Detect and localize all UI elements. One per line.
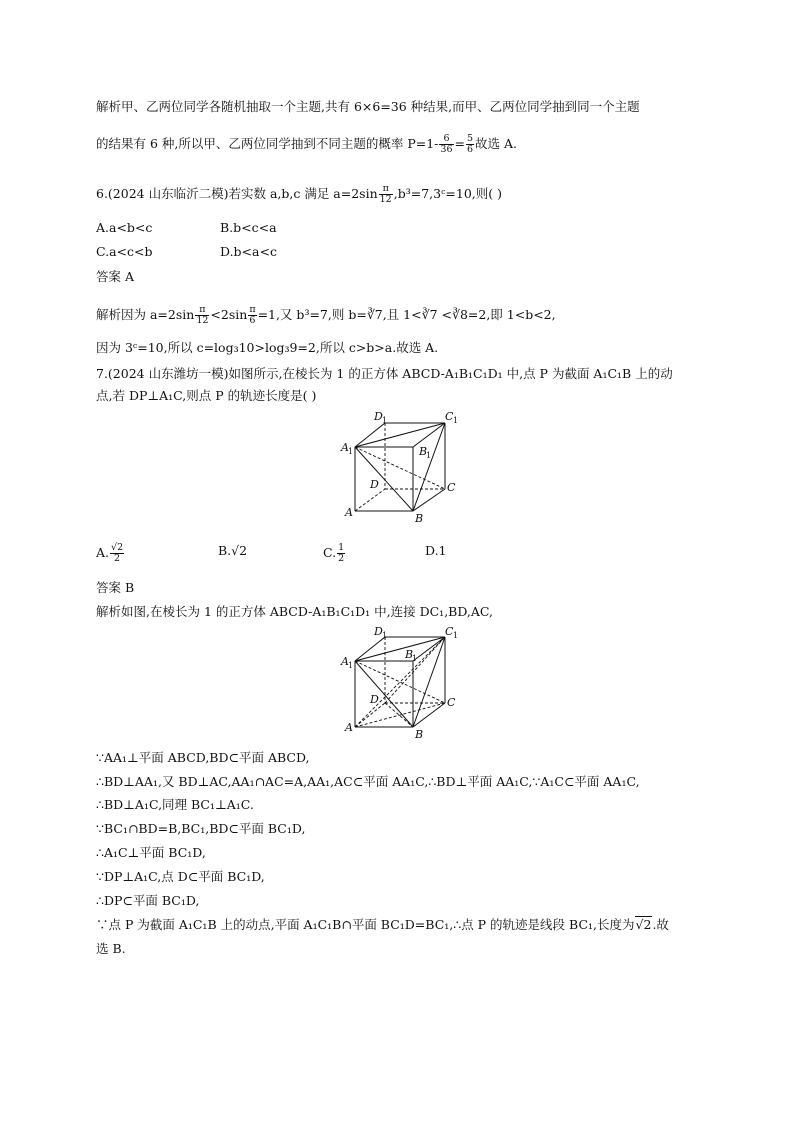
answer-6: 答案 A: [96, 269, 135, 284]
label-C: C: [447, 481, 456, 494]
svg-text:1: 1: [412, 654, 418, 663]
label2-A1: A: [341, 655, 349, 668]
label-A: A: [345, 506, 353, 519]
cube-figure-1: [335, 405, 465, 525]
option-7d: D.1: [425, 543, 447, 558]
step-3: ∴BD⊥A₁C,同理 BC₁⊥A₁C.: [96, 797, 254, 812]
step-2: ∴BD⊥AA₁,又 BD⊥AC,AA₁∩AC=A,AA₁,AC⊂平面 AA₁C,∴BD⊥平面 AA₁C,∵A₁C⊂平面 AA₁C,: [96, 774, 640, 789]
cube-figure-2: [335, 623, 465, 743]
svg-text:1: 1: [348, 447, 354, 456]
answer-7: 答案 B: [96, 580, 135, 595]
option-6a: A.a<b<c: [96, 220, 153, 235]
svg-text:1: 1: [348, 661, 354, 670]
svg-text:1: 1: [453, 416, 459, 425]
label-C1: C: [445, 410, 454, 423]
line-explanation-5b: 的结果有 6 种,所以甲、乙两位同学抽到不同主题的概率 P=1- $\frac{6}{36}$ = $\frac{5}{6}$ 故选 A.: [96, 133, 518, 155]
label2-B: B: [415, 728, 424, 741]
label-B1: B: [419, 445, 428, 458]
label-D: D: [370, 478, 379, 491]
explanation-7a: 解析如图,在棱长为 1 的正方体 ABCD-A₁B₁C₁D₁ 中,连接 DC₁,BD,AC,: [96, 604, 494, 619]
question-7a: 7.(2024 山东潍坊一模)如图所示,在棱长为 1 的正方体 ABCD-A₁B₁C₁D₁ 中,点 P 为截面 A₁C₁B 上的动: [96, 366, 673, 381]
step-9: 选 B.: [96, 941, 126, 956]
explanation-6a: 解析因为 a=2sin $\frac{\pi}{12}$ <2sin $\frac{\pi}{6}$ =1,又 b³=7,则 b=∛7,且 1<∛7 <∛8=2,即 1<b<2,: [96, 304, 556, 326]
svg-text:1: 1: [382, 416, 388, 425]
label2-D1: D: [374, 625, 383, 638]
option-7a: A. $\frac{√2}{2}$: [96, 542, 124, 564]
label-A1: A: [341, 441, 349, 454]
svg-text:1: 1: [453, 631, 459, 640]
label2-B1: B: [405, 648, 414, 661]
question-6: 6.(2024 山东临沂二模)若实数 a,b,c 满足 a=2sin $\frac{\pi}{12}$ ,b³=7,3ᶜ=10,则( ): [96, 183, 502, 205]
svg-text:1: 1: [426, 451, 432, 460]
line-explanation-5a: 解析甲、乙两位同学各随机抽取一个主题,共有 6×6=36 种结果,而甲、乙两位同学抽到同一个主题: [96, 99, 640, 114]
fraction-5-6: $\frac{5}{6}$: [467, 133, 474, 155]
label-D1: D: [374, 410, 383, 423]
label2-A: A: [345, 721, 353, 734]
option-7c: C. $\frac{1}{2}$: [323, 542, 345, 564]
explanation-6b: 因为 3ᶜ=10,所以 c=log₃10>log₃9=2,所以 c>b>a.故选 A.: [96, 340, 439, 355]
option-6c: C.a<c<b: [96, 244, 153, 259]
option-7b: B.√2: [218, 543, 248, 558]
fraction-6-36: $\frac{6}{36}$: [440, 133, 453, 155]
step-6: ∵DP⊥A₁C,点 D⊂平面 BC₁D,: [96, 869, 265, 884]
label2-C1: C: [445, 625, 454, 638]
question-7b: 点,若 DP⊥A₁C,则点 P 的轨迹长度是( ): [96, 388, 317, 403]
svg-text:1: 1: [382, 631, 388, 640]
step-4: ∵BC₁∩BD=B,BC₁,BD⊂平面 BC₁D,: [96, 821, 306, 836]
label2-D: D: [370, 693, 379, 706]
step-5: ∴A₁C⊥平面 BC₁D,: [96, 845, 206, 860]
label-B: B: [415, 512, 424, 525]
option-6d: D.b<a<c: [220, 244, 277, 259]
step-1: ∵AA₁⊥平面 ABCD,BD⊂平面 ABCD,: [96, 750, 310, 765]
step-7: ∴DP⊂平面 BC₁D,: [96, 893, 200, 908]
option-6b: B.b<c<a: [220, 220, 277, 235]
label2-C: C: [447, 696, 456, 709]
step-8: ∵点 P 为截面 A₁C₁B 上的动点,平面 A₁C₁B∩平面 BC₁D=BC₁,∴点 P 的轨迹是线段 BC₁,长度为√2.故: [96, 917, 669, 932]
